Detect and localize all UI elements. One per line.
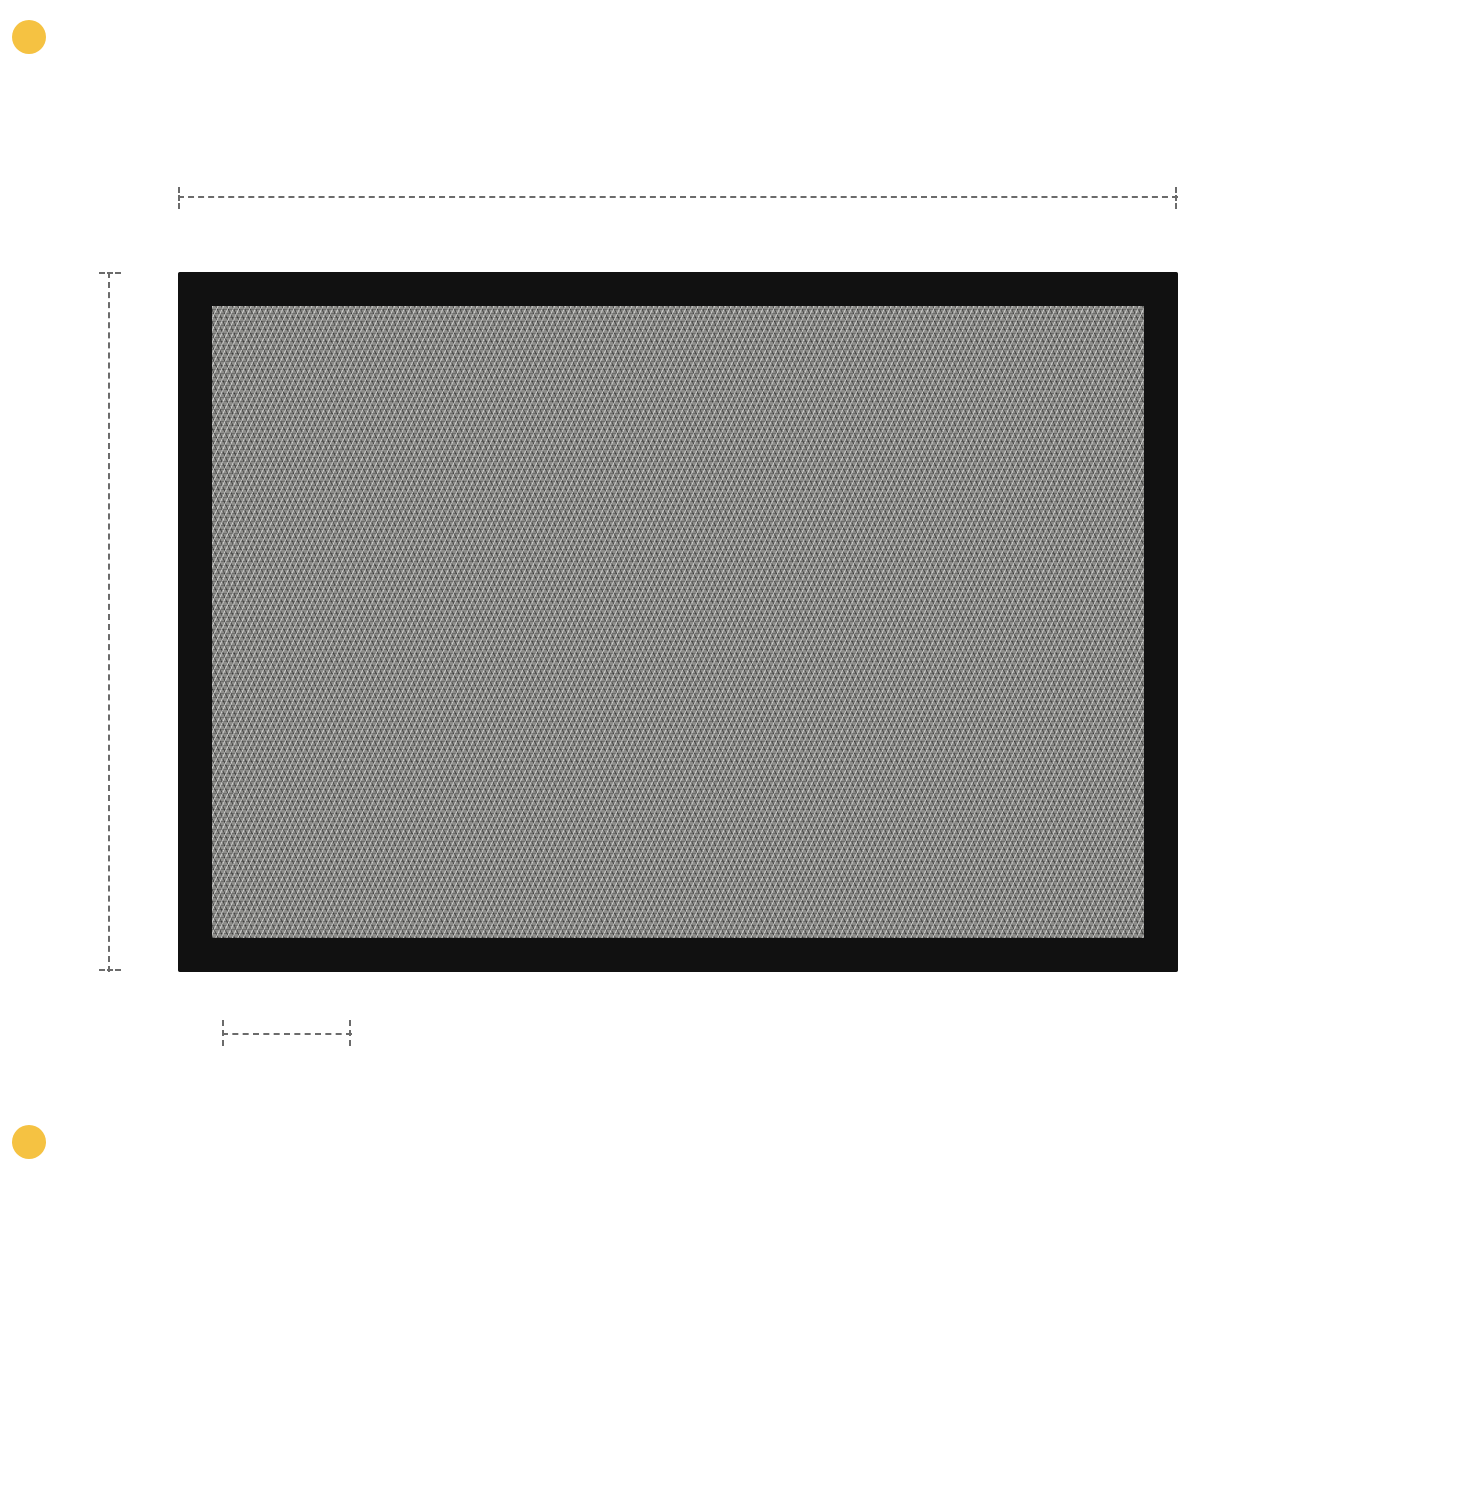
grommet-spacing-note bbox=[222, 1020, 390, 1046]
spacing-cap-left bbox=[222, 1020, 225, 1046]
width-dimension-cap-left bbox=[178, 187, 181, 209]
shade-size-heading bbox=[12, 20, 68, 54]
grommet-spacing-measure-icon bbox=[222, 1020, 352, 1046]
shade-cloth-illustration bbox=[178, 272, 1178, 972]
shade-rate-heading bbox=[12, 1125, 68, 1159]
width-dimension-cap-right bbox=[1175, 187, 1178, 209]
spacing-cap-right bbox=[349, 1020, 352, 1046]
spacing-bar bbox=[222, 1033, 352, 1036]
length-dimension-cap-bottom bbox=[99, 969, 121, 972]
tarp-mesh-fabric bbox=[212, 306, 1144, 938]
length-dimension-line bbox=[108, 272, 111, 972]
bullet-dot-icon bbox=[12, 20, 46, 54]
width-dimension-line bbox=[178, 196, 1178, 199]
bullet-dot-icon bbox=[12, 1125, 46, 1159]
length-dimension-cap-top bbox=[99, 272, 121, 275]
